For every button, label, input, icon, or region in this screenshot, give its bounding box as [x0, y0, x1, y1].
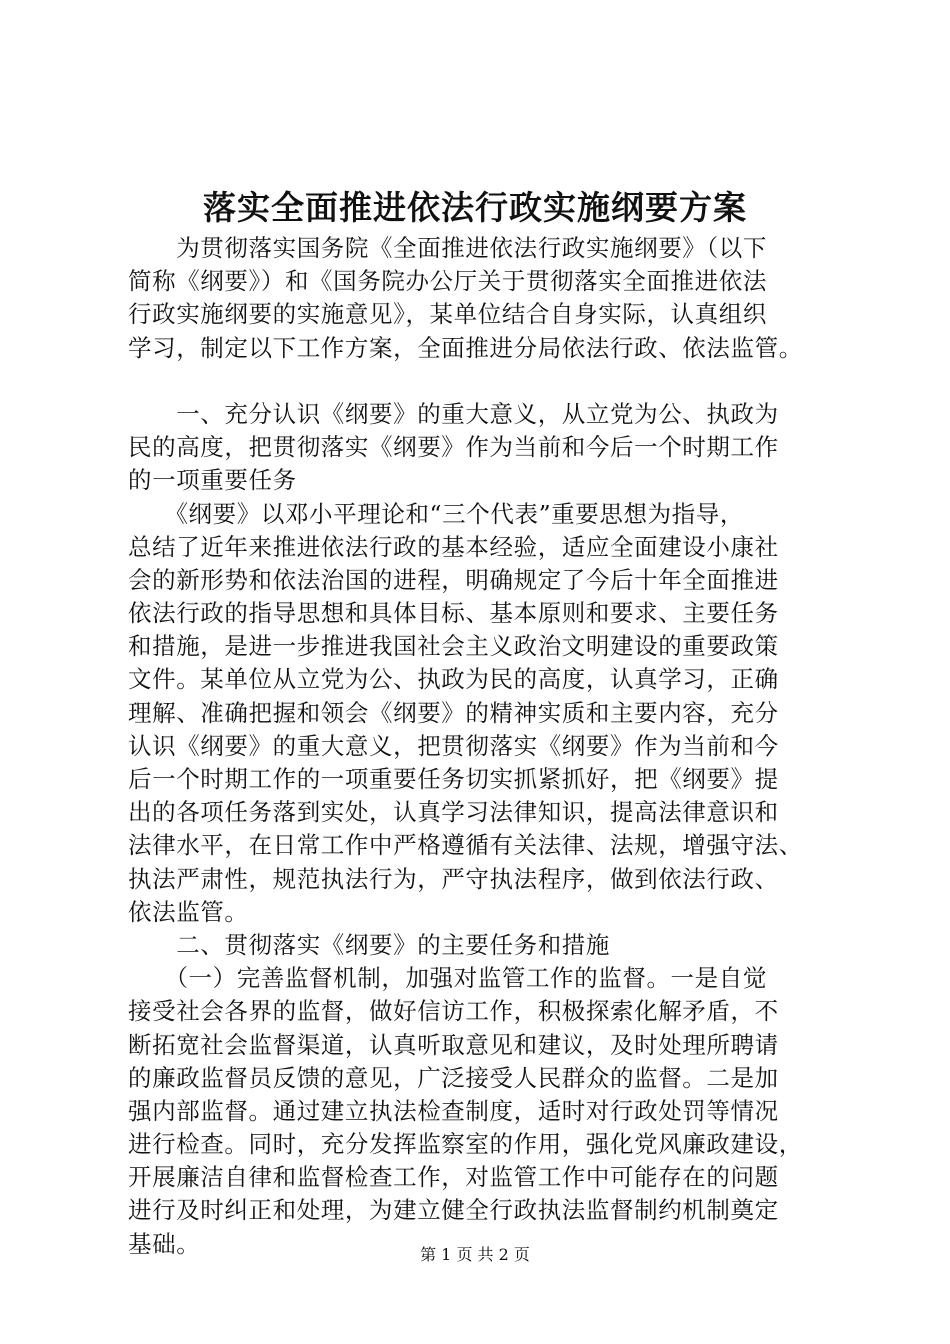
body-text-line: 基础。 — [128, 1229, 201, 1258]
body-text-line: 法律水平，在日常工作中严格遵循有关法律、法规，增强守法、 — [128, 831, 803, 860]
body-text-line: 执法严肃性，规范执法行为，严守执法程序，做到依法行政、 — [128, 864, 779, 893]
blank-line — [128, 365, 840, 398]
body-text-line: 理解、准确把握和领会《纲要》的精神实质和主要内容，充分 — [128, 698, 779, 727]
body-text-line: 进行检查。同时，充分发挥监察室的作用，强化党风廉政建设， — [128, 1130, 803, 1159]
body-text-line: 后一个时期工作的一项重要任务切实抓紧抓好，把《纲要》提 — [128, 765, 779, 793]
body-text-line: 依法行政的指导思想和具体目标、基本原则和要求、主要任务 — [128, 599, 779, 628]
document-title: 落实全面推进依法行政实施纲要方案 — [203, 188, 747, 227]
body-text-line: 会的新形势和依法治国的进程，明确规定了今后十年全面推进 — [128, 565, 779, 594]
body-text-line: 断拓宽社会监督渠道，认真听取意见和建议，及时处理所聘请 — [128, 1030, 779, 1059]
body-text-line: 依法监管。 — [128, 897, 249, 926]
body-text-line: 进行及时纠正和处理，为建立健全行政执法监督制约机制奠定 — [128, 1196, 779, 1225]
page-footer: 第 1 页 共 2 页 — [420, 1245, 530, 1264]
body-text-line: 学习，制定以下工作方案，全面推进分局依法行政、依法监管。 — [128, 333, 803, 362]
body-text-line: 总结了近年来推进依法行政的基本经验，适应全面建设小康社 — [128, 532, 779, 561]
body-text-line: （一）完善监督机制，加强对监管工作的监督。一是自觉 — [128, 964, 767, 993]
body-text-line: 民的高度，把贯彻落实《纲要》作为当前和今后一个时期工作 — [128, 433, 779, 462]
body-text-line: 《纲要》以邓小平理论和“三个代表”重要思想为指导， — [128, 499, 744, 528]
body-text-line: 一、充分认识《纲要》的重大意义，从立党为公、执政为 — [128, 399, 779, 428]
document-body — [128, 232, 840, 1261]
body-text-line: 接受社会各界的监督，做好信访工作，积极探索化解矛盾，不 — [128, 997, 779, 1026]
body-text-line: 和措施，是进一步推进我国社会主义政治文明建设的重要政策 — [128, 632, 779, 661]
body-text-line: 二、贯彻落实《纲要》的主要任务和措施 — [128, 930, 610, 959]
body-text-line: 的廉政监督员反馈的意见，广泛接受人民群众的监督。二是加 — [128, 1063, 779, 1092]
body-text-line: 的一项重要任务 — [128, 466, 297, 495]
body-text-line: 简称《纲要》）和《国务院办公厅关于贯彻落实全面推进依法 — [128, 267, 767, 296]
body-text-line: 认识《纲要》的重大意义，把贯彻落实《纲要》作为当前和今 — [128, 731, 779, 760]
body-text-line: 行政实施纲要的实施意见》，某单位结合自身实际，认真组织 — [128, 300, 767, 329]
body-text-line: 出的各项任务落到实处，认真学习法律知识，提高法律意识和 — [128, 798, 779, 827]
body-text-line: 为贯彻落实国务院《全面推进依法行政实施纲要》（以下 — [128, 234, 767, 262]
body-text-line: 开展廉洁自律和监督检查工作，对监管工作中可能存在的问题 — [128, 1163, 779, 1192]
body-text-line: 文件。某单位从立党为公、执政为民的高度，认真学习，正确 — [128, 665, 779, 694]
body-text-line: 强内部监督。通过建立执法检查制度，适时对行政处罚等情况 — [128, 1096, 779, 1125]
